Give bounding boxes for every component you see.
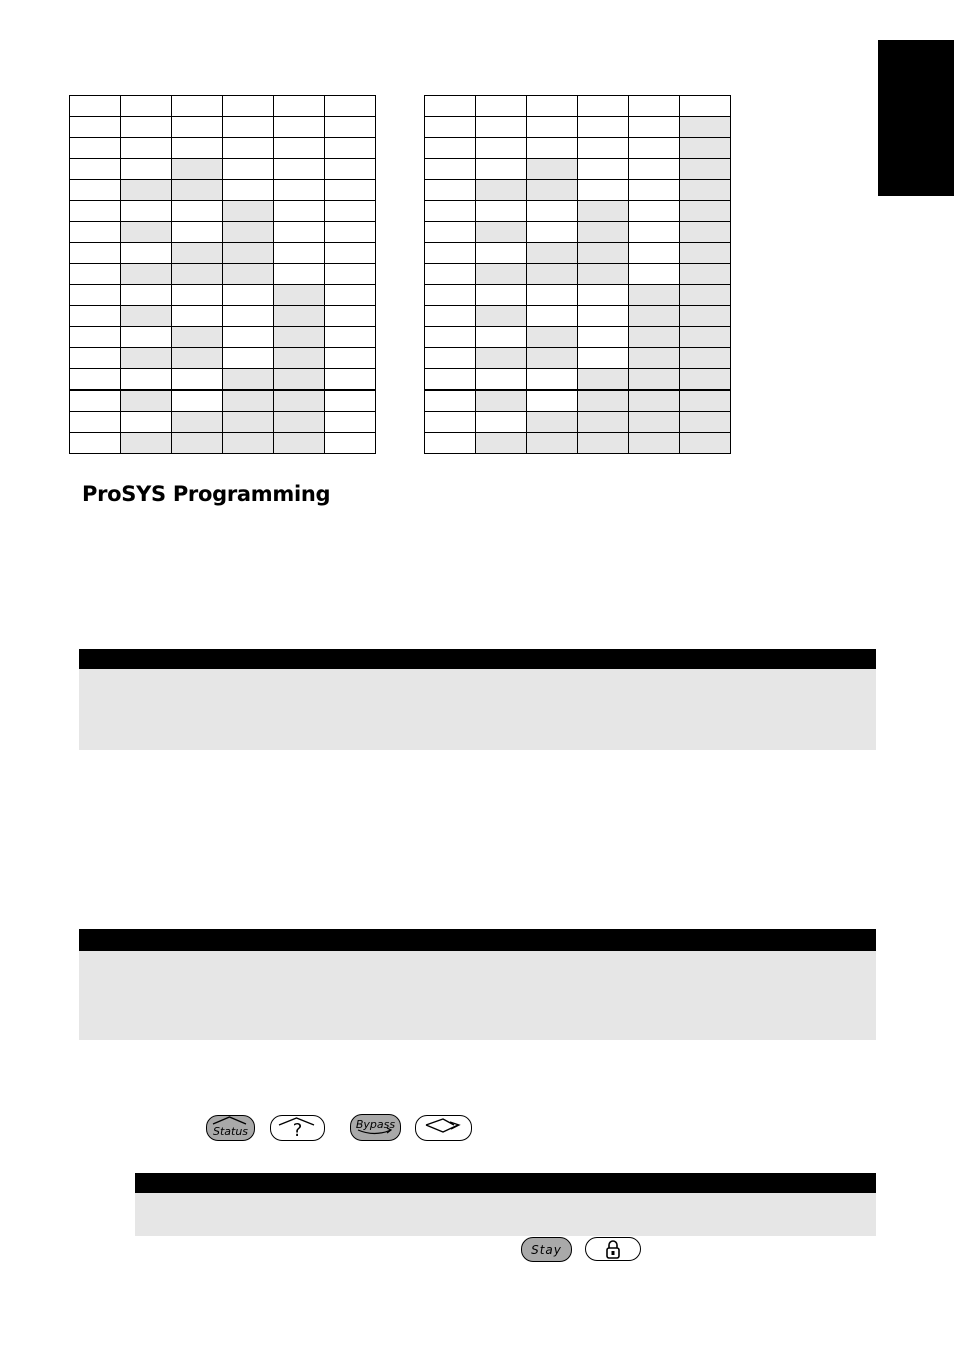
grid-cell xyxy=(223,243,274,264)
grid-cell xyxy=(223,369,274,391)
grid-cell xyxy=(680,159,731,180)
grid-cell xyxy=(70,264,121,285)
grid-cell xyxy=(680,180,731,201)
grid-cell xyxy=(223,159,274,180)
grid-cell xyxy=(325,222,376,243)
grid-cell xyxy=(425,327,476,348)
grid-cell xyxy=(223,180,274,201)
grid-cell xyxy=(172,306,223,327)
grid-cell xyxy=(274,306,325,327)
grid-cell xyxy=(527,96,578,117)
grid-cell xyxy=(578,390,629,412)
grid-row xyxy=(70,327,376,348)
grid-row xyxy=(70,138,376,159)
grid-cell xyxy=(578,369,629,391)
grid-cell xyxy=(527,306,578,327)
grid-cell xyxy=(527,285,578,306)
grid-cell xyxy=(172,159,223,180)
note-body xyxy=(135,1193,876,1236)
grid-cell xyxy=(629,222,680,243)
grid-cell xyxy=(172,327,223,348)
bypass-key-icon[interactable] xyxy=(350,1114,401,1141)
grid-cell xyxy=(629,264,680,285)
grid-cell xyxy=(425,243,476,264)
grid-row xyxy=(70,180,376,201)
grid-cell xyxy=(274,96,325,117)
grid-cell xyxy=(629,117,680,138)
grid-cell xyxy=(629,306,680,327)
grid-cell xyxy=(121,264,172,285)
grid-cell xyxy=(325,412,376,433)
grid-cell xyxy=(680,369,731,391)
grid-cell xyxy=(425,138,476,159)
grid-cell xyxy=(629,243,680,264)
grid-cell xyxy=(527,138,578,159)
grid-cell xyxy=(425,159,476,180)
grid-cell xyxy=(578,138,629,159)
note-box-1 xyxy=(79,649,876,750)
enter-arrow-key-icon[interactable] xyxy=(415,1115,472,1141)
grid-cell xyxy=(172,138,223,159)
grid-cell xyxy=(274,285,325,306)
status-key-icon[interactable] xyxy=(206,1115,255,1141)
grid-cell xyxy=(121,180,172,201)
grid-cell xyxy=(223,348,274,369)
grid-cell xyxy=(223,390,274,412)
grid-cell xyxy=(527,369,578,391)
grid-cell xyxy=(527,201,578,222)
grid-cell xyxy=(325,138,376,159)
grid-cell xyxy=(425,264,476,285)
grid-row xyxy=(70,369,376,391)
grid-cell xyxy=(121,285,172,306)
grid-cell xyxy=(172,96,223,117)
grid-cell xyxy=(325,96,376,117)
grid-cell xyxy=(425,306,476,327)
grid-cell xyxy=(70,412,121,433)
grid-cell xyxy=(629,412,680,433)
grid-cell xyxy=(172,243,223,264)
question-key-icon[interactable] xyxy=(270,1115,325,1141)
grid-cell xyxy=(629,180,680,201)
grid-cell xyxy=(425,222,476,243)
grid-cell xyxy=(578,243,629,264)
grid-cell xyxy=(527,159,578,180)
padlock-key-icon[interactable] xyxy=(585,1237,641,1261)
status-key-label: Status xyxy=(212,1124,249,1138)
grid-cell xyxy=(121,433,172,454)
grid-cell xyxy=(274,138,325,159)
grid-cell xyxy=(121,138,172,159)
grid-cell xyxy=(527,264,578,285)
grid-row xyxy=(70,306,376,327)
binary-grid-left xyxy=(69,95,376,454)
grid-cell xyxy=(223,327,274,348)
grid-cell xyxy=(527,412,578,433)
grid-cell xyxy=(476,412,527,433)
grid-cell xyxy=(325,159,376,180)
grid-cell xyxy=(629,159,680,180)
grid-cell xyxy=(121,306,172,327)
grid-cell xyxy=(274,201,325,222)
grid-row xyxy=(425,243,731,264)
grid-cell xyxy=(476,96,527,117)
grid-cell xyxy=(425,390,476,412)
grid-cell xyxy=(172,369,223,391)
grid-cell xyxy=(70,138,121,159)
note-header-bar xyxy=(79,929,876,951)
grid-cell xyxy=(121,412,172,433)
grid-cell xyxy=(578,222,629,243)
section-tab-marker xyxy=(878,40,954,196)
grid-cell xyxy=(578,117,629,138)
grid-row xyxy=(425,222,731,243)
grid-cell xyxy=(325,285,376,306)
grid-cell xyxy=(476,348,527,369)
grid-cell xyxy=(680,327,731,348)
grid-cell xyxy=(578,348,629,369)
grid-cell xyxy=(172,117,223,138)
grid-cell xyxy=(527,390,578,412)
grid-cell xyxy=(425,412,476,433)
note-body xyxy=(79,669,876,750)
grid-cell xyxy=(629,369,680,391)
grid-cell xyxy=(629,433,680,454)
note-header-bar xyxy=(135,1173,876,1193)
grid-cell xyxy=(578,201,629,222)
grid-cell xyxy=(172,390,223,412)
grid-cell xyxy=(578,327,629,348)
grid-cell xyxy=(121,96,172,117)
grid-cell xyxy=(476,285,527,306)
grid-cell xyxy=(172,433,223,454)
grid-cell xyxy=(476,159,527,180)
grid-row xyxy=(425,369,731,391)
grid-row xyxy=(70,433,376,454)
grid-cell xyxy=(527,222,578,243)
grid-cell xyxy=(680,117,731,138)
grid-row xyxy=(70,117,376,138)
grid-cell xyxy=(274,348,325,369)
grid-cell xyxy=(629,138,680,159)
question-key-label: ? xyxy=(292,1119,303,1141)
grid-cell xyxy=(223,264,274,285)
grid-cell xyxy=(274,412,325,433)
grid-cell xyxy=(425,117,476,138)
note-body xyxy=(79,951,876,1040)
grid-cell xyxy=(70,285,121,306)
grid-cell xyxy=(680,138,731,159)
grid-cell xyxy=(527,327,578,348)
grid-row xyxy=(70,201,376,222)
grid-cell xyxy=(172,348,223,369)
grid-cell xyxy=(223,117,274,138)
binary-grid-right xyxy=(424,95,731,454)
grid-cell xyxy=(476,222,527,243)
note-box-3 xyxy=(135,1173,876,1236)
grid-cell xyxy=(70,201,121,222)
grid-row xyxy=(425,285,731,306)
grid-cell xyxy=(70,180,121,201)
grid-cell xyxy=(578,96,629,117)
grid-cell xyxy=(680,348,731,369)
grid-cell xyxy=(476,369,527,391)
grid-row xyxy=(425,201,731,222)
grid-cell xyxy=(629,201,680,222)
grid-cell xyxy=(578,306,629,327)
grid-cell xyxy=(121,348,172,369)
grid-cell xyxy=(325,180,376,201)
grid-cell xyxy=(680,264,731,285)
page-title: ProSYS Programming xyxy=(82,482,331,506)
grid-cell xyxy=(274,117,325,138)
grid-cell xyxy=(527,348,578,369)
grid-cell xyxy=(121,369,172,391)
grid-cell xyxy=(121,222,172,243)
grid-cell xyxy=(425,348,476,369)
grid-cell xyxy=(70,369,121,391)
grid-cell xyxy=(680,243,731,264)
grid-cell xyxy=(325,243,376,264)
grid-cell xyxy=(70,96,121,117)
grid-cell xyxy=(121,159,172,180)
grid-cell xyxy=(223,138,274,159)
grid-row xyxy=(425,412,731,433)
grid-cell xyxy=(476,306,527,327)
grid-cell xyxy=(274,222,325,243)
grid-cell xyxy=(680,412,731,433)
grid-cell xyxy=(172,180,223,201)
grid-cell xyxy=(325,327,376,348)
grid-row xyxy=(70,159,376,180)
grid-cell xyxy=(274,180,325,201)
grid-cell xyxy=(578,264,629,285)
grid-cell xyxy=(325,117,376,138)
grid-cell xyxy=(274,327,325,348)
grid-cell xyxy=(172,222,223,243)
bypass-key-label: Bypass xyxy=(355,1118,396,1131)
grid-cell xyxy=(476,433,527,454)
grid-cell xyxy=(223,201,274,222)
grid-cell xyxy=(274,264,325,285)
grid-row xyxy=(425,117,731,138)
grid-cell xyxy=(629,348,680,369)
grid-cell xyxy=(223,433,274,454)
grid-cell xyxy=(325,348,376,369)
grid-row xyxy=(425,327,731,348)
grid-cell xyxy=(70,117,121,138)
grid-row xyxy=(70,264,376,285)
note-box-2 xyxy=(79,929,876,1040)
grid-cell xyxy=(223,412,274,433)
grid-cell xyxy=(325,369,376,391)
grid-cell xyxy=(325,433,376,454)
grid-row xyxy=(425,159,731,180)
grid-row xyxy=(70,222,376,243)
grid-cell xyxy=(476,243,527,264)
grid-cell xyxy=(70,390,121,412)
grid-cell xyxy=(629,96,680,117)
stay-key-icon[interactable] xyxy=(521,1237,572,1262)
grid-row xyxy=(425,306,731,327)
grid-cell xyxy=(527,433,578,454)
note-header-bar xyxy=(79,649,876,669)
grid-cell xyxy=(476,264,527,285)
grid-cell xyxy=(425,369,476,391)
grid-cell xyxy=(172,264,223,285)
grid-cell xyxy=(70,222,121,243)
grid-cell xyxy=(274,159,325,180)
grid-cell xyxy=(223,285,274,306)
grid-cell xyxy=(121,327,172,348)
grid-cell xyxy=(578,412,629,433)
grid-cell xyxy=(425,96,476,117)
grid-cell xyxy=(680,433,731,454)
grid-cell xyxy=(70,306,121,327)
grid-cell xyxy=(274,390,325,412)
grid-cell xyxy=(629,327,680,348)
grid-cell xyxy=(70,348,121,369)
grid-cell xyxy=(629,390,680,412)
grid-cell xyxy=(223,96,274,117)
grid-cell xyxy=(172,285,223,306)
grid-cell xyxy=(121,243,172,264)
grid-cell xyxy=(425,285,476,306)
grid-cell xyxy=(425,180,476,201)
grid-cell xyxy=(476,201,527,222)
grid-cell xyxy=(527,243,578,264)
grid-row xyxy=(425,348,731,369)
grid-cell xyxy=(274,433,325,454)
grid-cell xyxy=(680,285,731,306)
grid-cell xyxy=(476,117,527,138)
grid-row xyxy=(70,285,376,306)
grid-cell xyxy=(425,201,476,222)
grid-cell xyxy=(121,201,172,222)
grid-cell xyxy=(476,327,527,348)
grid-row xyxy=(425,433,731,454)
grid-cell xyxy=(274,243,325,264)
grid-cell xyxy=(325,264,376,285)
grid-cell xyxy=(70,327,121,348)
grid-cell xyxy=(325,201,376,222)
grid-row xyxy=(425,96,731,117)
grid-row xyxy=(425,180,731,201)
grid-cell xyxy=(274,369,325,391)
grid-row xyxy=(70,96,376,117)
grid-row xyxy=(70,390,376,412)
grid-cell xyxy=(629,285,680,306)
grid-cell xyxy=(578,180,629,201)
grid-cell xyxy=(527,117,578,138)
grid-row xyxy=(70,243,376,264)
grid-cell xyxy=(70,433,121,454)
grid-cell xyxy=(121,390,172,412)
grid-cell xyxy=(680,96,731,117)
grid-cell xyxy=(680,306,731,327)
grid-cell xyxy=(325,390,376,412)
grid-cell xyxy=(578,285,629,306)
grid-cell xyxy=(680,201,731,222)
grid-cell xyxy=(425,433,476,454)
grid-cell xyxy=(172,201,223,222)
grid-row xyxy=(70,348,376,369)
grid-cell xyxy=(476,138,527,159)
grid-cell xyxy=(527,180,578,201)
grid-cell xyxy=(680,390,731,412)
grid-cell xyxy=(223,222,274,243)
grid-cell xyxy=(578,159,629,180)
grid-cell xyxy=(70,159,121,180)
grid-cell xyxy=(121,117,172,138)
grid-row xyxy=(70,412,376,433)
grid-cell xyxy=(325,306,376,327)
grid-cell xyxy=(223,306,274,327)
stay-key-label: Stay xyxy=(531,1242,562,1257)
grid-cell xyxy=(476,390,527,412)
grid-cell xyxy=(172,412,223,433)
grid-row xyxy=(425,138,731,159)
grid-row xyxy=(425,264,731,285)
grid-cell xyxy=(578,433,629,454)
grid-cell xyxy=(680,222,731,243)
grid-cell xyxy=(476,180,527,201)
grid-row xyxy=(425,390,731,412)
grid-cell xyxy=(70,243,121,264)
